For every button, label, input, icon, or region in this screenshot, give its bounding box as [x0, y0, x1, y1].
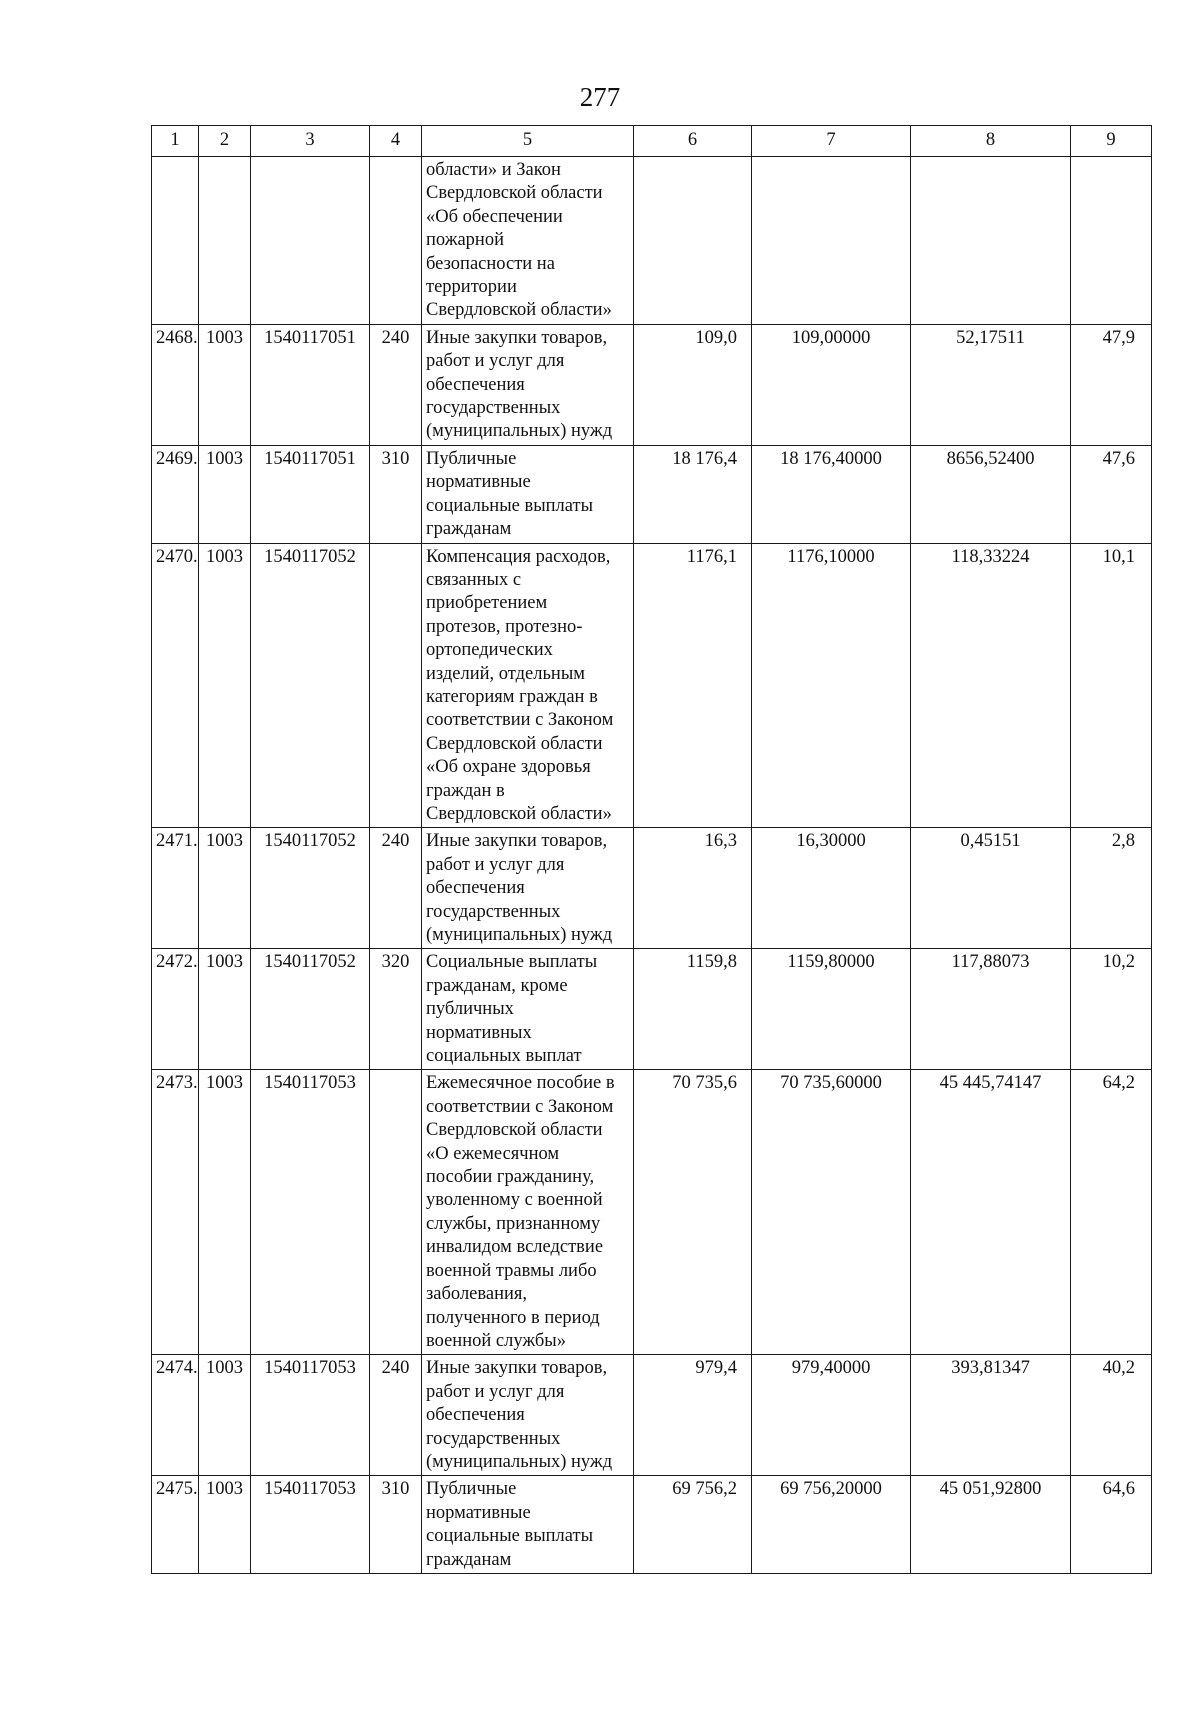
header-cell: 6 [634, 126, 752, 157]
description-line: (муниципальных) нужд [426, 925, 613, 945]
description-line: социальных выплат [426, 1046, 582, 1067]
percent-cell: 2,8 [1071, 828, 1152, 949]
table-row [152, 1355, 1152, 1476]
target-article-cell: 1540117053 [251, 1476, 370, 1574]
description-line: Социальные выплаты [426, 952, 598, 973]
description-line: Свердловской области» [426, 803, 612, 824]
expense-type-cell [370, 543, 422, 828]
section-code-cell: 1003 [199, 1070, 251, 1355]
section-code-cell: 1003 [199, 543, 251, 828]
target-article-cell: 1540117051 [251, 324, 370, 445]
percent-cell: 47,9 [1071, 324, 1152, 445]
description-line: Свердловской области» [426, 300, 612, 321]
table-row [152, 543, 1152, 828]
description-line: Свердловской области [426, 1120, 603, 1141]
target-article-cell: 1540117052 [251, 543, 370, 828]
budget-table [151, 125, 1152, 1574]
row-number-cell: 2475. [152, 1476, 199, 1574]
row-number-cell: 2473. [152, 1070, 199, 1355]
approved-amount-cell: 979,4 [634, 1355, 752, 1476]
section-code-cell: 1003 [199, 445, 251, 543]
description-line: работ и услуг для [426, 1381, 565, 1402]
expense-type-cell: 310 [370, 1476, 422, 1574]
target-article-cell [251, 157, 370, 325]
description-line: Свердловской области [426, 183, 603, 204]
header-cell: 9 [1071, 126, 1152, 157]
description-line: нормативные [426, 1502, 531, 1523]
description-line: (муниципальных) нужд [426, 421, 613, 442]
section-code-cell: 1003 [199, 1355, 251, 1476]
description-cell [422, 1476, 634, 1574]
description-line: работ и услуг для [426, 351, 565, 372]
executed-amount-cell: 45 051,92800 [911, 1476, 1071, 1574]
description-line: пособии гражданину, [426, 1167, 595, 1188]
expense-type-cell [370, 1070, 422, 1355]
target-article-cell: 1540117053 [251, 1070, 370, 1355]
description-line: обеспечения [426, 374, 525, 395]
planned-amount-cell: 69 756,20000 [752, 1476, 911, 1574]
approved-amount-cell: 1176,1 [634, 543, 752, 828]
description-line: полученного в период [426, 1307, 600, 1328]
description-line: Иные закупки товаров, [426, 327, 608, 348]
approved-amount-cell: 69 756,2 [634, 1476, 752, 1574]
description-line: Публичные [426, 448, 517, 469]
executed-amount-cell: 8656,52400 [911, 445, 1071, 543]
description-line: военной службы» [426, 1330, 566, 1351]
table-row [152, 1476, 1152, 1574]
description-line: Свердловской области [426, 733, 603, 754]
description-line: соответствии с Законом [426, 710, 614, 731]
description-line: Иные закупки товаров, [426, 831, 608, 852]
description-line: публичных [426, 999, 514, 1020]
percent-cell: 40,2 [1071, 1355, 1152, 1476]
executed-amount-cell [911, 157, 1071, 325]
executed-amount-cell: 117,88073 [911, 949, 1071, 1070]
description-line: военной травмы либо [426, 1260, 597, 1281]
description-line: гражданам [426, 519, 512, 540]
description-cell [422, 828, 634, 949]
row-number-cell: 2469. [152, 445, 199, 543]
description-line: гражданам, кроме [426, 975, 568, 996]
executed-amount-cell: 45 445,74147 [911, 1070, 1071, 1355]
percent-cell: 64,6 [1071, 1476, 1152, 1574]
description-cell [422, 157, 634, 325]
description-line: территории [426, 277, 517, 298]
approved-amount-cell: 70 735,6 [634, 1070, 752, 1355]
description-line: ортопедических [426, 640, 553, 661]
target-article-cell: 1540117052 [251, 828, 370, 949]
table-body [152, 157, 1152, 1574]
row-number-cell [152, 157, 199, 325]
planned-amount-cell: 1159,80000 [752, 949, 911, 1070]
approved-amount-cell: 18 176,4 [634, 445, 752, 543]
description-line: государственных [426, 1428, 561, 1449]
description-line: протезов, протезно- [426, 616, 583, 637]
description-line: гражданам [426, 1549, 512, 1570]
description-line: (муниципальных) нужд [426, 1451, 613, 1472]
executed-amount-cell: 0,45151 [911, 828, 1071, 949]
description-cell [422, 1070, 634, 1355]
expense-type-cell [370, 157, 422, 325]
executed-amount-cell: 52,17511 [911, 324, 1071, 445]
expense-type-cell: 320 [370, 949, 422, 1070]
section-code-cell: 1003 [199, 324, 251, 445]
planned-amount-cell: 1176,10000 [752, 543, 911, 828]
executed-amount-cell: 393,81347 [911, 1355, 1071, 1476]
row-number-cell: 2472. [152, 949, 199, 1070]
description-line: нормативных [426, 1022, 532, 1043]
approved-amount-cell: 109,0 [634, 324, 752, 445]
description-line: Компенсация расходов, [426, 546, 611, 567]
expense-type-cell: 240 [370, 1355, 422, 1476]
description-line: приобретением [426, 593, 548, 614]
description-line: соответствии с Законом [426, 1096, 614, 1117]
expense-type-cell: 240 [370, 828, 422, 949]
header-row [152, 126, 1152, 157]
description-line: работ и услуг для [426, 854, 565, 875]
planned-amount-cell [752, 157, 911, 325]
percent-cell: 64,2 [1071, 1070, 1152, 1355]
planned-amount-cell: 979,40000 [752, 1355, 911, 1476]
header-cell: 8 [911, 126, 1071, 157]
description-line: граждан в [426, 780, 505, 801]
row-number-cell: 2470. [152, 543, 199, 828]
description-line: социальные выплаты [426, 495, 594, 516]
description-line: безопасности на [426, 253, 555, 274]
planned-amount-cell: 16,30000 [752, 828, 911, 949]
planned-amount-cell: 109,00000 [752, 324, 911, 445]
executed-amount-cell: 118,33224 [911, 543, 1071, 828]
table-row [152, 828, 1152, 949]
expense-type-cell: 240 [370, 324, 422, 445]
description-line: области» и Закон [426, 160, 561, 180]
row-number-cell: 2474. [152, 1355, 199, 1476]
description-cell [422, 1355, 634, 1476]
description-line: Иные закупки товаров, [426, 1358, 608, 1379]
table-row [152, 324, 1152, 445]
header-cell: 4 [370, 126, 422, 157]
description-line: «О ежемесячном [426, 1143, 560, 1164]
table-row [152, 445, 1152, 543]
approved-amount-cell: 16,3 [634, 828, 752, 949]
description-line: заболевания, [426, 1284, 528, 1305]
description-line: уволенному с военной [426, 1190, 603, 1211]
description-line: Ежемесячное пособие в [426, 1073, 615, 1094]
description-line: обеспечения [426, 878, 525, 899]
section-code-cell: 1003 [199, 949, 251, 1070]
header-cell: 2 [199, 126, 251, 157]
description-line: обеспечения [426, 1405, 525, 1426]
section-code-cell [199, 157, 251, 325]
percent-cell: 10,1 [1071, 543, 1152, 828]
planned-amount-cell: 18 176,40000 [752, 445, 911, 543]
description-line: Публичные [426, 1479, 517, 1500]
percent-cell [1071, 157, 1152, 325]
section-code-cell: 1003 [199, 1476, 251, 1574]
table-row [152, 157, 1152, 325]
description-cell [422, 324, 634, 445]
description-line: связанных с [426, 569, 522, 590]
table-row [152, 1070, 1152, 1355]
description-line: государственных [426, 398, 561, 419]
approved-amount-cell: 1159,8 [634, 949, 752, 1070]
target-article-cell: 1540117052 [251, 949, 370, 1070]
header-cell: 5 [422, 126, 634, 157]
target-article-cell: 1540117051 [251, 445, 370, 543]
description-line: изделий, отдельным [426, 663, 585, 684]
description-line: «Об обеспечении [426, 206, 563, 227]
description-line: категориям граждан в [426, 686, 598, 707]
row-number-cell: 2468. [152, 324, 199, 445]
expense-type-cell: 310 [370, 445, 422, 543]
description-line: инвалидом вследствие [426, 1237, 604, 1258]
page-number: 277 [579, 82, 621, 112]
percent-cell: 10,2 [1071, 949, 1152, 1070]
header-cell: 3 [251, 126, 370, 157]
description-line: «Об охране здоровья [426, 757, 591, 778]
table-row [152, 949, 1152, 1070]
description-cell [422, 445, 634, 543]
description-line: пожарной [426, 230, 504, 251]
planned-amount-cell: 70 735,60000 [752, 1070, 911, 1355]
description-line: службы, признанному [426, 1213, 601, 1234]
description-line: социальные выплаты [426, 1526, 594, 1547]
description-line: государственных [426, 901, 561, 922]
description-line: нормативные [426, 472, 531, 493]
percent-cell: 47,6 [1071, 445, 1152, 543]
header-cell: 1 [152, 126, 199, 157]
description-cell [422, 543, 634, 828]
target-article-cell: 1540117053 [251, 1355, 370, 1476]
description-cell [422, 949, 634, 1070]
row-number-cell: 2471. [152, 828, 199, 949]
section-code-cell: 1003 [199, 828, 251, 949]
approved-amount-cell [634, 157, 752, 325]
header-cell: 7 [752, 126, 911, 157]
